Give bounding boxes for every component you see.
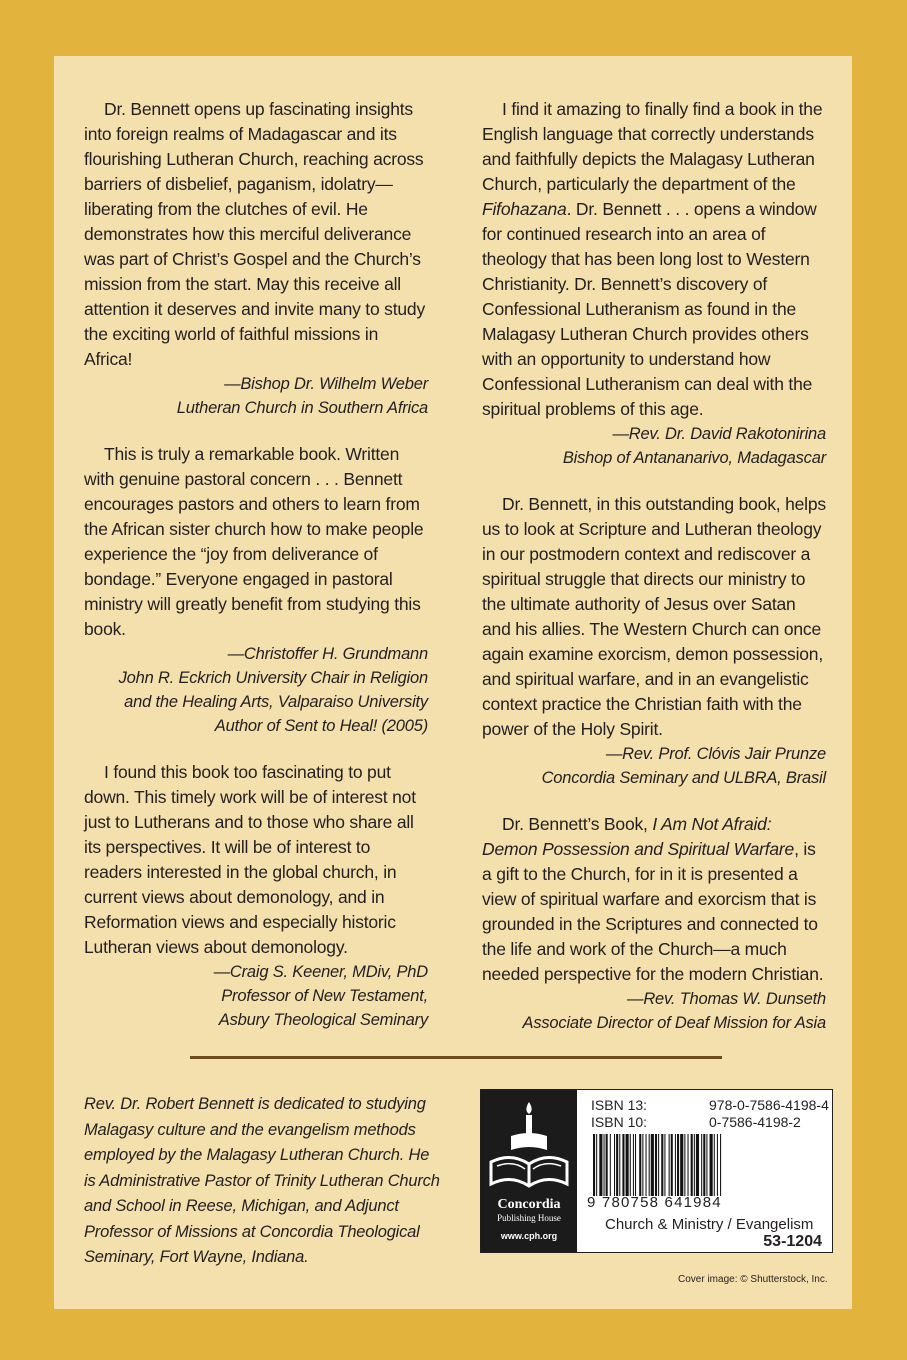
- barcode-bar: [664, 1134, 665, 1196]
- barcode-bar: [599, 1134, 602, 1196]
- isbn10-value: 0-7586-4198-2: [709, 1114, 801, 1130]
- barcode-bar: [630, 1134, 631, 1196]
- barcode-bar: [622, 1134, 624, 1196]
- cover-credit: Cover image: © Shutterstock, Inc.: [678, 1274, 828, 1285]
- barcode-bar: [610, 1134, 611, 1196]
- barcode-bar: [684, 1134, 685, 1196]
- publisher-name: Concordia: [497, 1197, 561, 1212]
- barcode-bar: [671, 1134, 673, 1196]
- attribution-affiliation: and the Healing Arts, Valparaiso University: [124, 693, 428, 711]
- endorsement-keener: [84, 760, 428, 1032]
- endorsement-prunze: [482, 492, 826, 790]
- barcode-bar: [675, 1134, 676, 1196]
- barcode-bar: [691, 1134, 693, 1196]
- barcode-bar: [706, 1134, 707, 1196]
- barcode-bar: [661, 1134, 663, 1196]
- attribution-affiliation: Asbury Theological Seminary: [218, 1011, 428, 1029]
- barcode-bar: [626, 1134, 629, 1196]
- barcode-bar: [694, 1134, 695, 1196]
- barcode-bar: [717, 1134, 718, 1196]
- barcode-bar: [651, 1134, 654, 1196]
- endorsement-text: This is truly a remarkable book. Written with genuine pastoral concern . . . Bennett encourages pastors and others to learn from the African sister church how to make people experience the “joy from deliverance of bondage.” Everyone engaged in pastoral ministry will greatly benefit from studying this book.: [84, 444, 424, 639]
- text-part: , is a gift to the Church, for in it is presented a view of spiritual warfare and exorcism that is grounded in the Scriptures and connected to the life and work of the Church—a much needed perspective for the modern Christian.: [482, 839, 824, 984]
- author-bio: Rev. Dr. Robert Bennett is dedicated to studying Malagasy culture and the evangelism methods employed by the Malagasy Lutheran Church. He is Administrative Pastor of Trinity Lutheran Church and School in Reese, Michigan, and Adjunct Professor of Missions at Concordia Theological Seminary, Fort Wayne, Indiana.: [84, 1095, 440, 1266]
- publisher-subname: Publishing House: [497, 1213, 561, 1223]
- section-divider: [190, 1056, 722, 1059]
- left-endorsements: [84, 97, 428, 1054]
- barcode-bar: [703, 1134, 705, 1196]
- publisher-url: www.cph.org: [500, 1231, 558, 1241]
- text-part: I find it amazing to finally find a book in the English language that correctly understands and faithfully depicts the Malagasy Lutheran Church, particularly the department of the: [482, 99, 823, 194]
- endorsement-rakotonirina: [482, 97, 826, 470]
- barcode-bar: [714, 1134, 715, 1196]
- isbn10-line: [591, 1114, 801, 1130]
- attribution-name: —Rev. Dr. David Rakotonirina: [612, 425, 826, 443]
- attribution-name: —Craig S. Keener, MDiv, PhD: [213, 963, 428, 981]
- lamp-book-icon: [481, 1090, 577, 1196]
- attribution-name: —Bishop Dr. Wilhelm Weber: [224, 375, 428, 393]
- text-part: . Dr. Bennett . . . opens a window for continued research into an area of theology that has been long lost to Western Christianity. Dr. Bennett’s discovery of Confessional Lutheranism as found in the Malagasy Lutheran Church provides others with an opportunity to understand how Confessional Lutheranism can deal with the spiritual problems of this age.: [482, 199, 817, 419]
- barcode-number: 9 780758 641984: [587, 1194, 722, 1211]
- book-category: Church & Ministry / Evangelism: [605, 1216, 814, 1233]
- isbn13-value: 978-0-7586-4198-4: [709, 1097, 829, 1113]
- publisher-logo: [481, 1090, 577, 1252]
- barcode-bar: [619, 1134, 620, 1196]
- endorsement-text: [482, 492, 826, 742]
- barcode-bar: [688, 1134, 689, 1196]
- barcode-bar: [649, 1134, 650, 1196]
- barcode-bar: [614, 1134, 615, 1196]
- product-code: 53-1204: [763, 1233, 822, 1250]
- endorsement-text: [482, 812, 826, 987]
- barcode-bar: [633, 1134, 634, 1196]
- barcode: [593, 1134, 825, 1196]
- barcode-bar: [655, 1134, 657, 1196]
- text-part: Dr. Bennett’s Book,: [502, 814, 653, 834]
- attribution-name: —Rev. Thomas W. Dunseth: [627, 990, 826, 1008]
- text-part-italic: Fifohazana: [482, 199, 567, 219]
- attribution-name: —Christoffer H. Grundmann: [227, 645, 428, 663]
- endorsement-text: Dr. Bennett opens up fascinating insights into foreign realms of Madagascar and its flourishing Lutheran Church, reaching across barriers of disbelief, paganism, idolatry—liberating from the clutches of evil. He demonstrates how this merciful deliverance was part of Christ’s Gospel and the Church’s mission from the start. May this receive all attention it deserves and invite many to study the exciting world of faithful missions in Africa!: [84, 99, 425, 369]
- attribution-name: —Rev. Prof. Clóvis Jair Prunze: [605, 745, 826, 763]
- barcode-bar: [604, 1134, 605, 1196]
- barcode-bar: [596, 1134, 597, 1196]
- text-part-italic: I Am Not Afraid: Demon Possession and Spiritual Warfare: [482, 814, 795, 859]
- attribution-affiliation: Lutheran Church in Southern Africa: [176, 399, 428, 417]
- barcode-bar: [646, 1134, 647, 1196]
- barcode-bar: [635, 1134, 636, 1196]
- attribution-affiliation: Author of Sent to Heal! (2005): [214, 717, 428, 735]
- endorsement-dunseth: [482, 812, 826, 1035]
- barcode-bar: [639, 1134, 641, 1196]
- barcode-bar: [677, 1134, 679, 1196]
- barcode-bar: [593, 1134, 595, 1196]
- isbn13-line: [591, 1097, 829, 1113]
- endorsement-grundmann: [84, 442, 428, 738]
- attribution-affiliation: Concordia Seminary and ULBRA, Brasil: [541, 769, 826, 787]
- attribution-affiliation: Bishop of Antananarivo, Madagascar: [562, 449, 826, 467]
- right-endorsements: [482, 97, 826, 1057]
- barcode-bar: [710, 1134, 713, 1196]
- barcode-bar: [616, 1134, 618, 1196]
- endorsement-text: I found this book too fascinating to put down. This timely work will be of interest not just to Lutherans and to those who share all its perspectives. It will be of interest to readers interested in the global church, in current views about demonology, and in Reformation views and especially historic Lutheran views about demonology.: [84, 762, 416, 957]
- barcode-bar: [658, 1134, 659, 1196]
- barcode-bar: [669, 1134, 670, 1196]
- attribution-affiliation: John R. Eckrich University Chair in Religion: [118, 669, 428, 687]
- barcode-bar: [720, 1134, 721, 1196]
- endorsement-text: [482, 97, 826, 422]
- text-part: Dr. Bennett, in this outstanding book, helps us to look at Scripture and Lutheran theology in our postmodern context and rediscover a spiritual struggle that directs our ministry to the ultimate authority of Jesus over Satan and his allies. The Western Church can once again examine exorcism, demon possession, and spiritual warfare, and in an evangelistic context practice the Christian faith with the power of the Holy Spirit.: [482, 494, 826, 739]
- barcode-bar: [680, 1134, 683, 1196]
- barcode-bar: [606, 1134, 608, 1196]
- attribution-affiliation: Associate Director of Deaf Mission for Asia: [522, 1014, 826, 1032]
- attribution-affiliation: Professor of New Testament,: [221, 987, 428, 1005]
- barcode-box: [480, 1089, 833, 1253]
- isbn10-label: ISBN 10:: [591, 1114, 648, 1130]
- isbn13-label: ISBN 13:: [591, 1097, 648, 1113]
- barcode-bar: [696, 1134, 699, 1196]
- barcode-bar: [701, 1134, 702, 1196]
- barcode-bar: [642, 1134, 643, 1196]
- endorsement-weber: [84, 97, 428, 420]
